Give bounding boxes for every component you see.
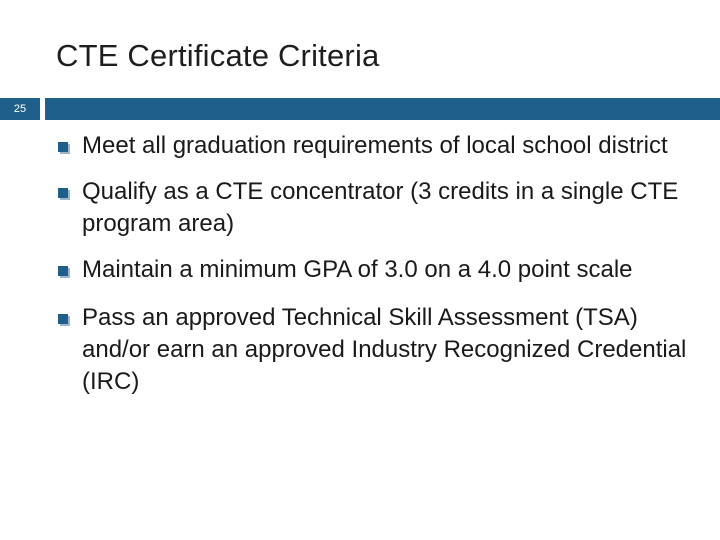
slide-number: 25 (0, 98, 40, 120)
title-rule-bar (45, 98, 720, 120)
criteria-text: Qualify as a CTE concentrator (3 credits in a single CTE program area) (82, 178, 679, 237)
square-bullet-icon (58, 142, 68, 152)
criteria-item (58, 302, 688, 398)
square-bullet-icon (58, 266, 68, 276)
criteria-text: Meet all graduation requirements of local school district (82, 132, 668, 159)
criteria-item (58, 130, 688, 162)
criteria-text: Maintain a minimum GPA of 3.0 on a 4.0 point scale (82, 256, 633, 283)
square-bullet-icon (58, 188, 68, 198)
criteria-item (58, 254, 688, 286)
criteria-text: Pass an approved Technical Skill Assessment (TSA) and/or earn an approved Industry Recognized Credential (IRC) (82, 304, 687, 395)
slide-title: CTE Certificate Criteria (56, 38, 380, 73)
criteria-item (58, 176, 688, 240)
square-bullet-icon (58, 314, 68, 324)
criteria-list (58, 130, 688, 412)
